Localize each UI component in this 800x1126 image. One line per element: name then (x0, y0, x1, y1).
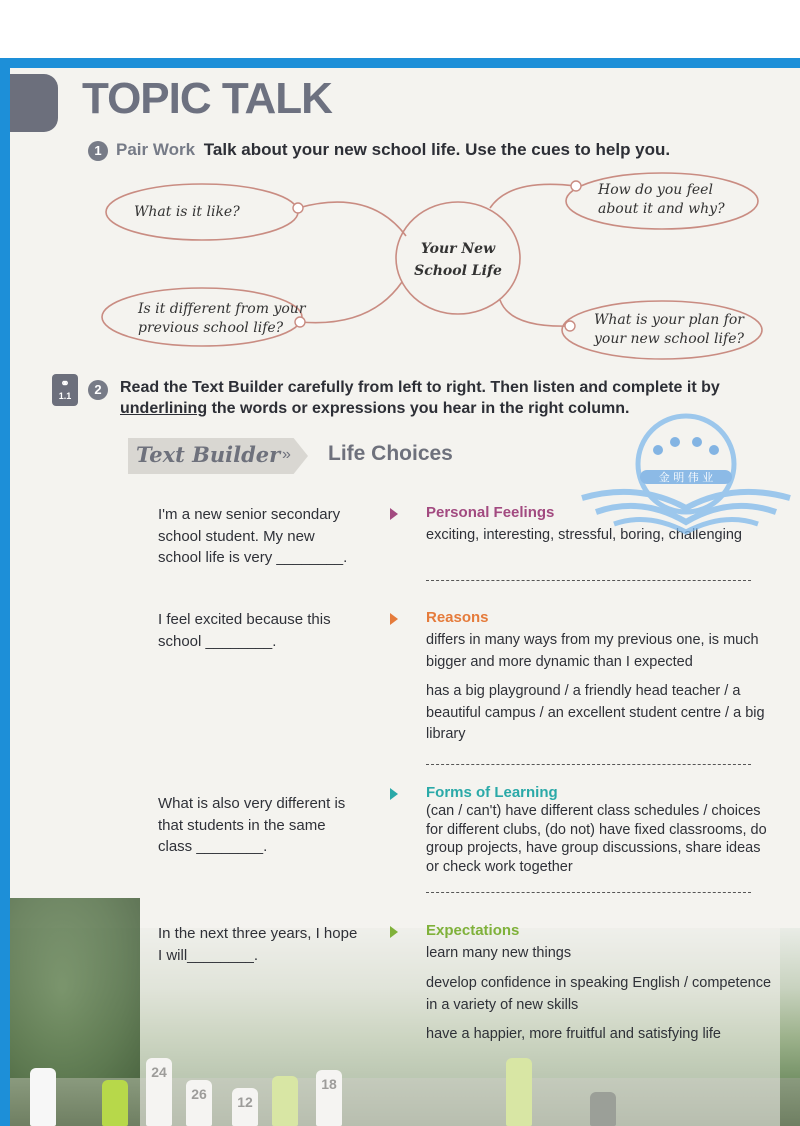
triangle-icon (390, 508, 398, 520)
triangle-icon (390, 613, 398, 625)
category-heading: Expectations (426, 922, 520, 939)
category-heading: Reasons (426, 609, 489, 626)
left-sentence: I feel excited because this school ________. (158, 611, 331, 650)
left-sentence: I'm a new senior secondary school student. My new school life is very ________. (158, 506, 348, 566)
left-sentence: In the next three years, I hope I will________. (158, 925, 358, 964)
choice-text: develop confidence in speaking English / competence in a variety of new skills (426, 975, 772, 1013)
pair-work-label: Pair Work (116, 140, 196, 159)
left-sentence: What is also very different is that students in the same class ________. (158, 795, 346, 855)
question-how-feel: How do you feel about it and why? (598, 182, 725, 217)
page-title: TOPIC TALK (82, 74, 332, 123)
triangle-icon (390, 788, 398, 800)
textbook-page (10, 68, 800, 1126)
underlining-word: underlining (120, 400, 208, 417)
mindmap-center: Your New School Life (414, 241, 502, 279)
task-number: 2 (88, 380, 108, 400)
category-heading: Forms of Learning (426, 784, 558, 801)
player-figure (102, 1080, 128, 1126)
watermark-text: 金 明 伟 业 (658, 471, 714, 484)
choice-text: have a happier, more fruitful and satisfying life (426, 1026, 721, 1042)
dashed-divider (426, 580, 751, 581)
choice-text: exciting, interesting, stressful, boring, challenging (426, 527, 742, 543)
category-heading: Personal Feelings (426, 504, 555, 521)
task-number: 1 (88, 141, 108, 161)
choice-text: has a big playground / a friendly head teacher / a beautiful campus / an excellent student centre / a big library (426, 683, 765, 742)
choice-text: (can / can't) have different class schedules / choices for different clubs, (do not) have fixed classrooms, do group projects, have group discussions, share ideas or check work together (426, 803, 767, 875)
player-figure (30, 1068, 56, 1126)
double-arrow-icon: » (282, 446, 291, 463)
text-builder-label: Text Builder (136, 442, 281, 467)
question-plan: What is your plan for your new school life? (594, 312, 744, 347)
mindmap-connector (300, 282, 402, 323)
watermark-logo (578, 412, 794, 536)
choice-text: differs in many ways from my previous one, is much bigger and more dynamic than I expected (426, 632, 759, 670)
task2-instruction: Read the Text Builder carefully from left to right. Then listen and complete it by underlining the words or expressions you hear in the right column. (120, 379, 720, 417)
question-what-like: What is it like? (134, 204, 240, 220)
mindmap-connector (298, 202, 406, 236)
question-different: Is it different from your previous school life? (138, 301, 306, 336)
triangle-icon (390, 926, 398, 938)
task1-text: Talk about your new school life. Use the cues to help you. (203, 140, 671, 159)
text-builder-title: Life Choices (328, 442, 453, 465)
choice-text: learn many new things (426, 945, 572, 961)
dashed-divider (426, 892, 751, 893)
dashed-divider (426, 764, 751, 765)
audio-track-icon[interactable]: ⚭ 1.1 (52, 374, 78, 406)
mindmap-connector (500, 300, 570, 326)
mindmap-connector (490, 184, 576, 208)
